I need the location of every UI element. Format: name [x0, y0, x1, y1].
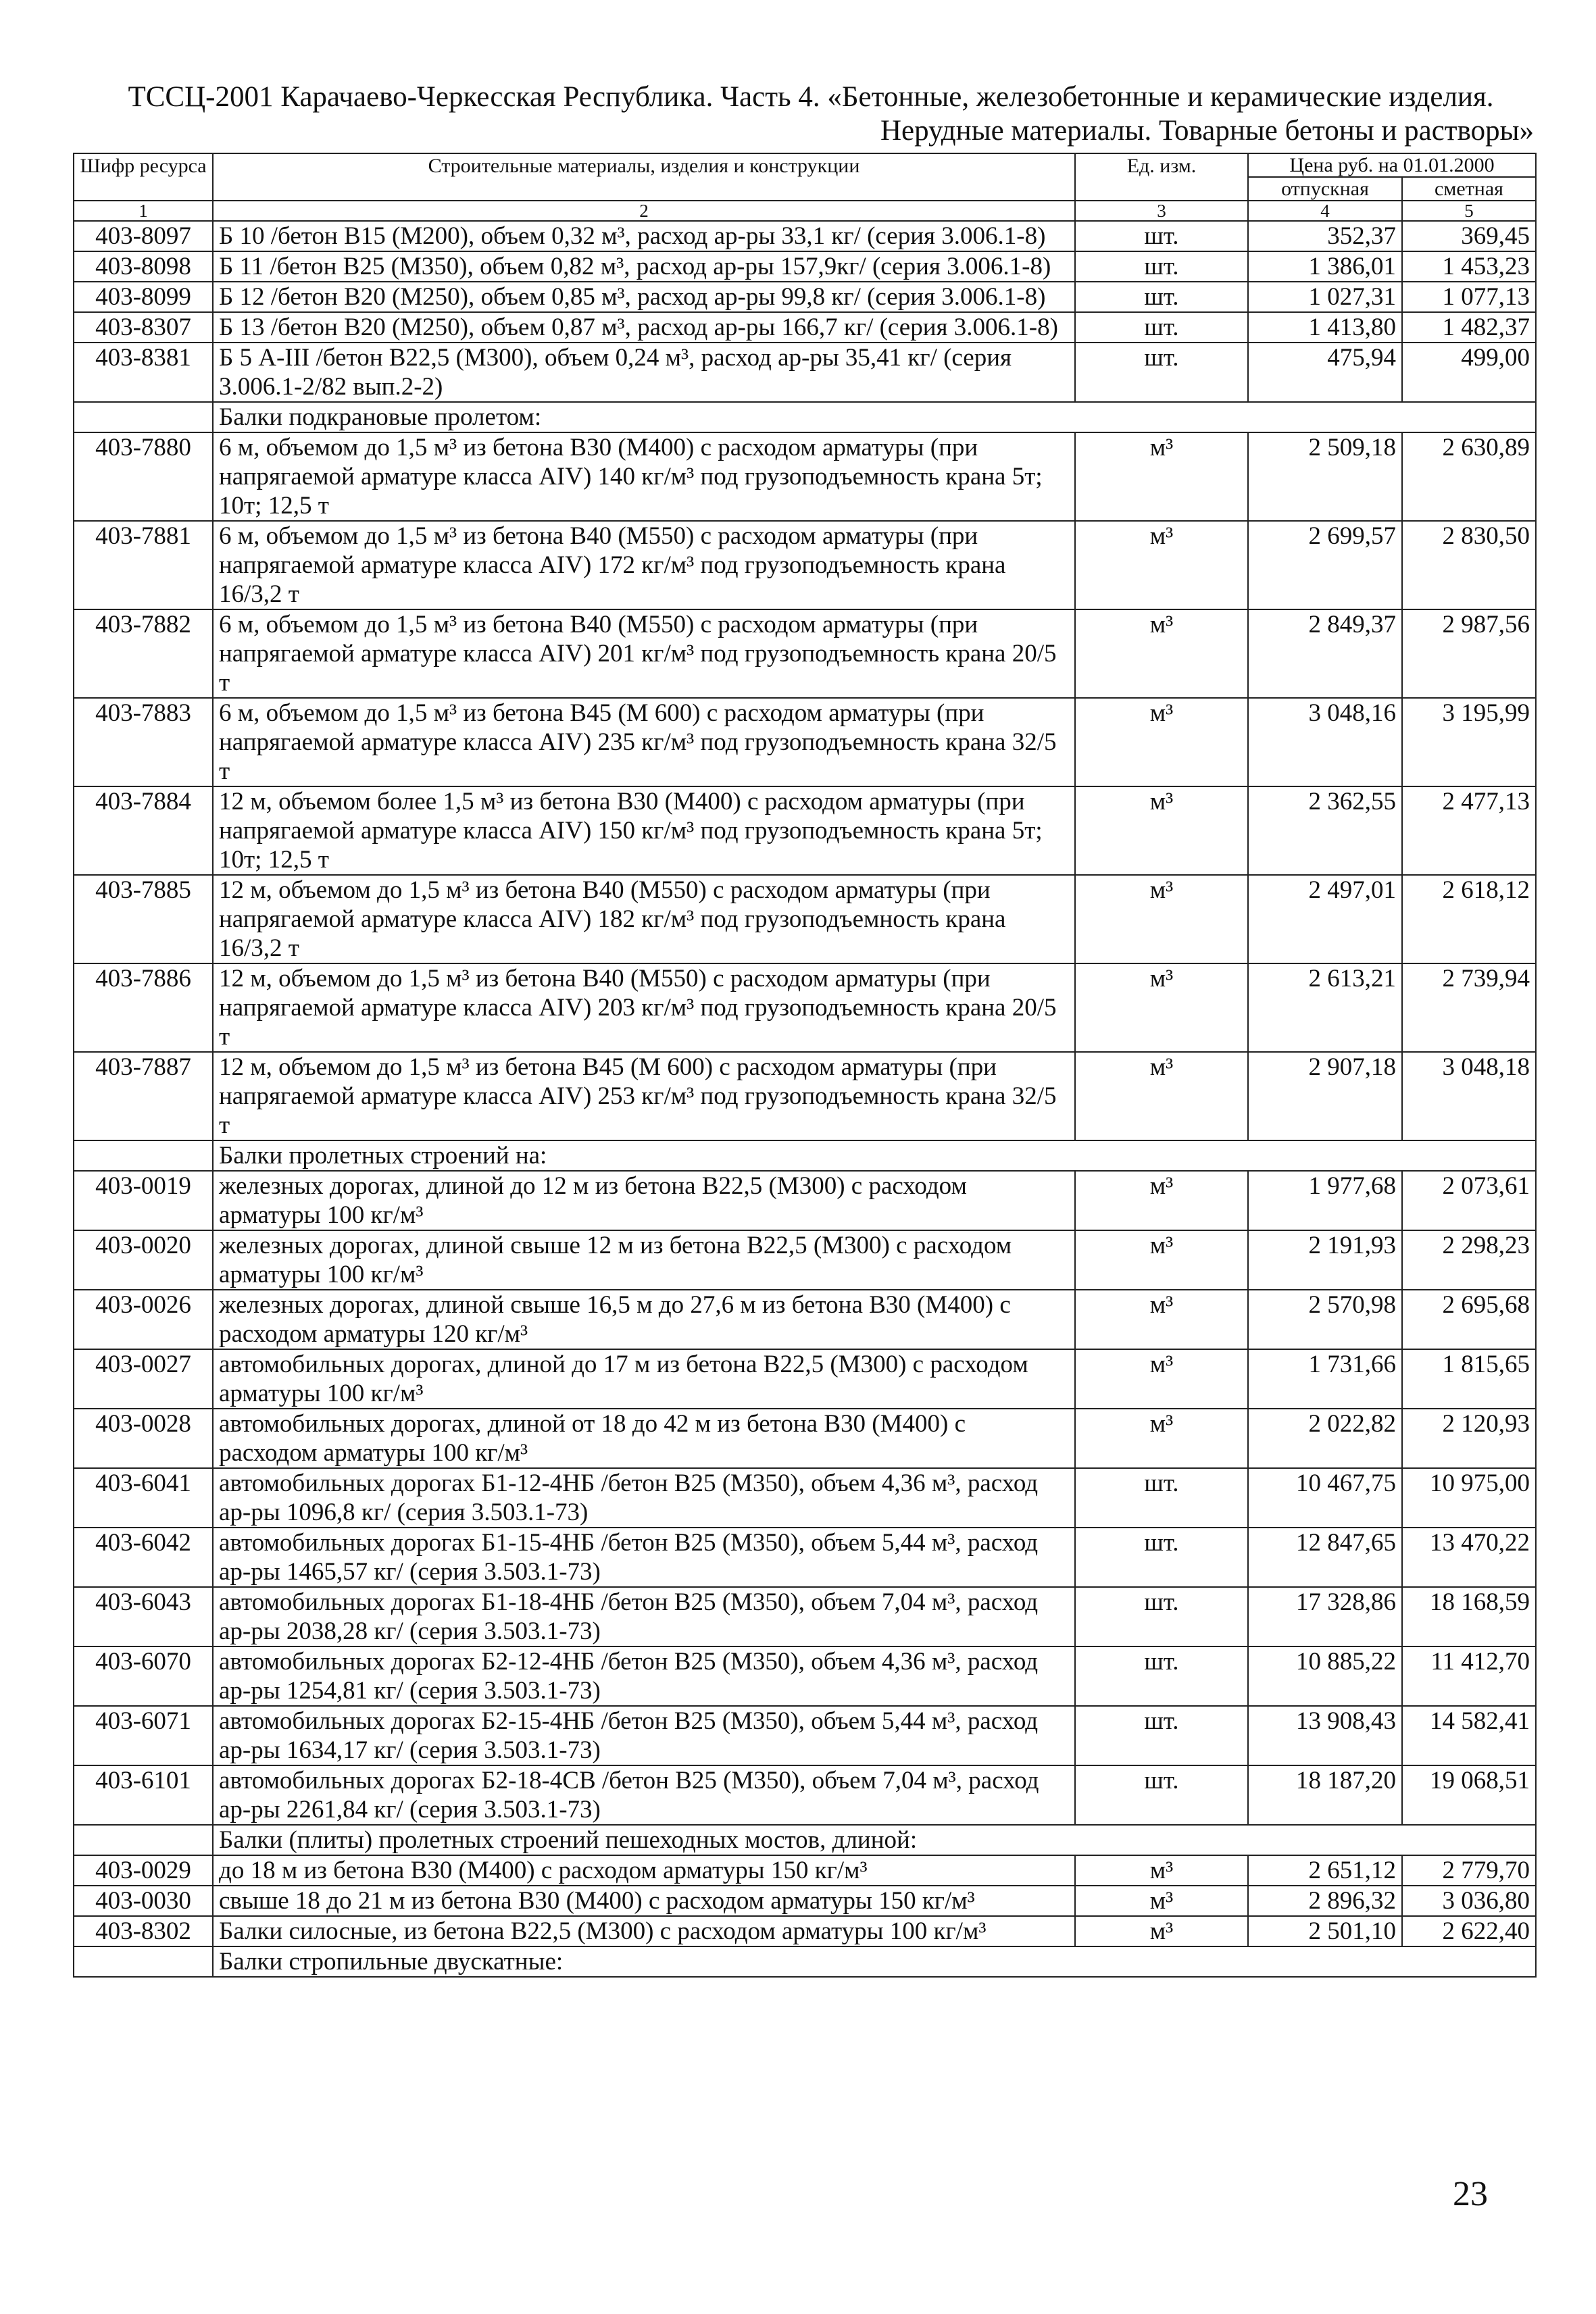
estimate-price: 1 815,65 — [1402, 1349, 1536, 1409]
table-row — [74, 1349, 1536, 1409]
estimate-price: 2 830,50 — [1402, 521, 1536, 609]
resource-code: 403-6042 — [74, 1528, 213, 1587]
resource-code: 403-0020 — [74, 1230, 213, 1290]
unit-of-measure: шт. — [1075, 251, 1248, 282]
item-description: автомобильных дорогах Б1-12-4НБ /бетон В25 (М350), объем 4,36 м³, расход ар-ры 1096,8 кг/ (серия 3.503.1-73) — [213, 1468, 1075, 1528]
estimate-price: 369,45 — [1402, 221, 1536, 251]
column-number: 1 — [74, 201, 213, 221]
item-description: 12 м, объемом до 1,5 м³ из бетона В45 (М 600) с расходом арматуры (при напрягаемой арматуре класса АIV) 253 кг/м³ под грузоподъемность крана 32/5 т — [213, 1052, 1075, 1140]
column-header-name: Строительные материалы, изделия и конструкции — [213, 153, 1075, 201]
table-row — [74, 1171, 1536, 1230]
group-empty-cell — [74, 402, 213, 432]
resource-code: 403-7883 — [74, 698, 213, 786]
release-price: 2 613,21 — [1248, 963, 1402, 1052]
item-description: до 18 м из бетона В30 (М400) с расходом арматуры 150 кг/м³ — [213, 1855, 1075, 1886]
estimate-price: 1 482,37 — [1402, 312, 1536, 343]
document-title-line1: ТССЦ-2001 Карачаево-Черкесская Республика. Часть 4. «Бетонные, железобетонные и керамические изделия. — [128, 81, 1494, 113]
unit-of-measure: м³ — [1075, 1230, 1248, 1290]
release-price: 1 027,31 — [1248, 282, 1402, 312]
table-row — [74, 1230, 1536, 1290]
table-row — [74, 875, 1536, 963]
estimate-price: 2 120,93 — [1402, 1409, 1536, 1468]
table-header-row — [74, 153, 1536, 177]
item-description: автомобильных дорогах Б2-12-4НБ /бетон В25 (М350), объем 4,36 м³, расход ар-ры 1254,81 кг/ (серия 3.503.1-73) — [213, 1646, 1075, 1706]
release-price: 1 413,80 — [1248, 312, 1402, 343]
item-description: 12 м, объемом более 1,5 м³ из бетона В30 (М400) с расходом арматуры (при напрягаемой арматуре класса АIV) 150 кг/м³ под грузоподъемность крана 5т; 10т; 12,5 т — [213, 786, 1075, 875]
item-description: Б 12 /бетон В20 (М250), объем 0,85 м³, расход ар-ры 99,8 кг/ (серия 3.006.1-8) — [213, 282, 1075, 312]
unit-of-measure: м³ — [1075, 1290, 1248, 1349]
item-description: автомобильных дорогах Б1-18-4НБ /бетон В25 (М350), объем 7,04 м³, расход ар-ры 2038,28 кг/ (серия 3.503.1-73) — [213, 1587, 1075, 1646]
unit-of-measure: шт. — [1075, 282, 1248, 312]
release-price: 2 570,98 — [1248, 1290, 1402, 1349]
table-row — [74, 1916, 1536, 1946]
release-price: 17 328,86 — [1248, 1587, 1402, 1646]
item-description: Б 13 /бетон В20 (М250), объем 0,87 м³, расход ар-ры 166,7 кг/ (серия 3.006.1-8) — [213, 312, 1075, 343]
column-number: 3 — [1075, 201, 1248, 221]
resource-code: 403-6041 — [74, 1468, 213, 1528]
column-number: 2 — [213, 201, 1075, 221]
resource-code: 403-6101 — [74, 1765, 213, 1825]
resource-code: 403-8302 — [74, 1916, 213, 1946]
resource-code: 403-0019 — [74, 1171, 213, 1230]
unit-of-measure: м³ — [1075, 521, 1248, 609]
unit-of-measure: шт. — [1075, 1765, 1248, 1825]
table-row — [74, 1468, 1536, 1528]
item-description: железных дорогах, длиной свыше 16,5 м до 27,6 м из бетона В30 (М400) с расходом арматуры 120 кг/м³ — [213, 1290, 1075, 1349]
table-row — [74, 609, 1536, 698]
estimate-price: 19 068,51 — [1402, 1765, 1536, 1825]
group-empty-cell — [74, 1140, 213, 1171]
unit-of-measure: м³ — [1075, 698, 1248, 786]
table-row — [74, 343, 1536, 402]
unit-of-measure: м³ — [1075, 786, 1248, 875]
group-heading: Балки пролетных строений на: — [213, 1140, 1536, 1171]
table-row — [74, 221, 1536, 251]
unit-of-measure: м³ — [1075, 875, 1248, 963]
resource-code: 403-0030 — [74, 1886, 213, 1916]
resource-code: 403-7884 — [74, 786, 213, 875]
resource-code: 403-7881 — [74, 521, 213, 609]
unit-of-measure: шт. — [1075, 1706, 1248, 1765]
release-price: 2 651,12 — [1248, 1855, 1402, 1886]
resource-code: 403-6043 — [74, 1587, 213, 1646]
table-row — [74, 1409, 1536, 1468]
release-price: 3 048,16 — [1248, 698, 1402, 786]
estimate-price: 3 195,99 — [1402, 698, 1536, 786]
group-heading-row — [74, 1825, 1536, 1855]
estimate-price: 2 477,13 — [1402, 786, 1536, 875]
group-empty-cell — [74, 1825, 213, 1855]
table-body — [74, 221, 1536, 1977]
item-description: автомобильных дорогах, длиной до 17 м из бетона В22,5 (М300) с расходом арматуры 100 кг/м³ — [213, 1349, 1075, 1409]
resource-code: 403-8307 — [74, 312, 213, 343]
resource-code: 403-7886 — [74, 963, 213, 1052]
item-description: автомобильных дорогах, длиной от 18 до 42 м из бетона В30 (М400) с расходом арматуры 100 кг/м³ — [213, 1409, 1075, 1468]
estimate-price: 14 582,41 — [1402, 1706, 1536, 1765]
table-row — [74, 282, 1536, 312]
estimate-price: 13 470,22 — [1402, 1528, 1536, 1587]
item-description: Б 10 /бетон В15 (М200), объем 0,32 м³, расход ар-ры 33,1 кг/ (серия 3.006.1-8) — [213, 221, 1075, 251]
group-heading-row — [74, 1140, 1536, 1171]
resource-code: 403-8099 — [74, 282, 213, 312]
estimate-price: 2 695,68 — [1402, 1290, 1536, 1349]
item-description: 6 м, объемом до 1,5 м³ из бетона В40 (М550) с расходом арматуры (при напрягаемой арматуре класса АIV) 172 кг/м³ под грузоподъемность крана 16/3,2 т — [213, 521, 1075, 609]
estimate-price: 1 453,23 — [1402, 251, 1536, 282]
group-heading: Балки (плиты) пролетных строений пешеходных мостов, длиной: — [213, 1825, 1536, 1855]
unit-of-measure: шт. — [1075, 221, 1248, 251]
item-description: автомобильных дорогах Б1-15-4НБ /бетон В25 (М350), объем 5,44 м³, расход ар-ры 1465,57 кг/ (серия 3.503.1-73) — [213, 1528, 1075, 1587]
group-heading: Балки подкрановые пролетом: — [213, 402, 1536, 432]
release-price: 1 386,01 — [1248, 251, 1402, 282]
release-price: 2 497,01 — [1248, 875, 1402, 963]
estimate-price: 3 036,80 — [1402, 1886, 1536, 1916]
item-description: автомобильных дорогах Б2-15-4НБ /бетон В25 (М350), объем 5,44 м³, расход ар-ры 1634,17 кг/ (серия 3.503.1-73) — [213, 1706, 1075, 1765]
release-price: 10 467,75 — [1248, 1468, 1402, 1528]
column-header-unit: Ед. изм. — [1075, 153, 1248, 201]
column-header-code: Шифр ресурса — [74, 153, 213, 201]
resource-code: 403-7885 — [74, 875, 213, 963]
unit-of-measure: м³ — [1075, 1349, 1248, 1409]
item-description: Балки силосные, из бетона В22,5 (М300) с расходом арматуры 100 кг/м³ — [213, 1916, 1075, 1946]
release-price: 1 977,68 — [1248, 1171, 1402, 1230]
resource-code: 403-8097 — [74, 221, 213, 251]
item-description: 6 м, объемом до 1,5 м³ из бетона В40 (М550) с расходом арматуры (при напрягаемой арматуре класса АIV) 201 кг/м³ под грузоподъемность крана 20/5 т — [213, 609, 1075, 698]
estimate-price: 2 987,56 — [1402, 609, 1536, 698]
table-row — [74, 963, 1536, 1052]
item-description: Б 5 А-III /бетон В22,5 (М300), объем 0,24 м³, расход ар-ры 35,41 кг/ (серия 3.006.1-2/82 вып.2-2) — [213, 343, 1075, 402]
item-description: 6 м, объемом до 1,5 м³ из бетона В45 (М 600) с расходом арматуры (при напрягаемой арматуре класса АIV) 235 кг/м³ под грузоподъемность крана 32/5 т — [213, 698, 1075, 786]
release-price: 13 908,43 — [1248, 1706, 1402, 1765]
unit-of-measure: шт. — [1075, 1468, 1248, 1528]
table-row — [74, 1052, 1536, 1140]
resource-code: 403-8098 — [74, 251, 213, 282]
release-price: 2 907,18 — [1248, 1052, 1402, 1140]
item-description: автомобильных дорогах Б2-18-4СВ /бетон В25 (М350), объем 7,04 м³, расход ар-ры 2261,84 кг/ (серия 3.503.1-73) — [213, 1765, 1075, 1825]
table-row — [74, 1587, 1536, 1646]
resource-code: 403-7880 — [74, 432, 213, 521]
item-description: 12 м, объемом до 1,5 м³ из бетона В40 (М550) с расходом арматуры (при напрягаемой арматуре класса АIV) 203 кг/м³ под грузоподъемность крана 20/5 т — [213, 963, 1075, 1052]
estimate-price: 2 298,23 — [1402, 1230, 1536, 1290]
unit-of-measure: шт. — [1075, 343, 1248, 402]
unit-of-measure: м³ — [1075, 963, 1248, 1052]
group-heading-row — [74, 402, 1536, 432]
estimate-price: 10 975,00 — [1402, 1468, 1536, 1528]
table-row — [74, 1886, 1536, 1916]
item-description: железных дорогах, длиной свыше 12 м из бетона В22,5 (М300) с расходом арматуры 100 кг/м³ — [213, 1230, 1075, 1290]
estimate-price: 2 630,89 — [1402, 432, 1536, 521]
table-row — [74, 698, 1536, 786]
release-price: 352,37 — [1248, 221, 1402, 251]
unit-of-measure: шт. — [1075, 312, 1248, 343]
table-row — [74, 432, 1536, 521]
unit-of-measure: шт. — [1075, 1646, 1248, 1706]
table-row — [74, 1765, 1536, 1825]
estimate-price: 11 412,70 — [1402, 1646, 1536, 1706]
column-header-estimate-price: сметная — [1402, 177, 1536, 201]
release-price: 2 849,37 — [1248, 609, 1402, 698]
document-title-line2: Нерудные материалы. Товарные бетоны и растворы» — [880, 115, 1534, 147]
release-price: 2 022,82 — [1248, 1409, 1402, 1468]
page-number: 23 — [1453, 2175, 1488, 2213]
resource-code: 403-8381 — [74, 343, 213, 402]
unit-of-measure: м³ — [1075, 1052, 1248, 1140]
resource-code: 403-0029 — [74, 1855, 213, 1886]
column-number-row — [74, 201, 1536, 221]
table-row — [74, 312, 1536, 343]
item-description: Б 11 /бетон В25 (М350), объем 0,82 м³, расход ар-ры 157,9кг/ (серия 3.006.1-8) — [213, 251, 1075, 282]
release-price: 2 509,18 — [1248, 432, 1402, 521]
resource-code: 403-0027 — [74, 1349, 213, 1409]
table-row — [74, 251, 1536, 282]
estimate-price: 2 618,12 — [1402, 875, 1536, 963]
resource-code: 403-6071 — [74, 1706, 213, 1765]
release-price: 10 885,22 — [1248, 1646, 1402, 1706]
resource-code: 403-6070 — [74, 1646, 213, 1706]
estimate-price: 499,00 — [1402, 343, 1536, 402]
release-price: 2 896,32 — [1248, 1886, 1402, 1916]
estimate-price: 2 073,61 — [1402, 1171, 1536, 1230]
estimate-price: 2 779,70 — [1402, 1855, 1536, 1886]
unit-of-measure: м³ — [1075, 1855, 1248, 1886]
item-description: 12 м, объемом до 1,5 м³ из бетона В40 (М550) с расходом арматуры (при напрягаемой арматуре класса АIV) 182 кг/м³ под грузоподъемность крана 16/3,2 т — [213, 875, 1075, 963]
unit-of-measure: м³ — [1075, 1409, 1248, 1468]
resource-code: 403-0028 — [74, 1409, 213, 1468]
release-price: 2 501,10 — [1248, 1916, 1402, 1946]
release-price: 2 699,57 — [1248, 521, 1402, 609]
column-header-price-group: Цена руб. на 01.01.2000 — [1248, 153, 1536, 177]
table-row — [74, 1706, 1536, 1765]
item-description: 6 м, объемом до 1,5 м³ из бетона В30 (М400) с расходом арматуры (при напрягаемой арматуре класса АIV) 140 кг/м³ под грузоподъемность крана 5т; 10т; 12,5 т — [213, 432, 1075, 521]
table-row — [74, 1646, 1536, 1706]
resource-code: 403-7882 — [74, 609, 213, 698]
table-row — [74, 1290, 1536, 1349]
release-price: 2 362,55 — [1248, 786, 1402, 875]
table-row — [74, 786, 1536, 875]
release-price: 2 191,93 — [1248, 1230, 1402, 1290]
estimate-price: 2 739,94 — [1402, 963, 1536, 1052]
price-table — [73, 153, 1537, 1978]
unit-of-measure: шт. — [1075, 1587, 1248, 1646]
unit-of-measure: м³ — [1075, 1916, 1248, 1946]
estimate-price: 18 168,59 — [1402, 1587, 1536, 1646]
resource-code: 403-0026 — [74, 1290, 213, 1349]
item-description: железных дорогах, длиной до 12 м из бетона В22,5 (М300) с расходом арматуры 100 кг/м³ — [213, 1171, 1075, 1230]
release-price: 1 731,66 — [1248, 1349, 1402, 1409]
estimate-price: 1 077,13 — [1402, 282, 1536, 312]
unit-of-measure: м³ — [1075, 1886, 1248, 1916]
unit-of-measure: шт. — [1075, 1528, 1248, 1587]
item-description: свыше 18 до 21 м из бетона В30 (М400) с расходом арматуры 150 кг/м³ — [213, 1886, 1075, 1916]
unit-of-measure: м³ — [1075, 1171, 1248, 1230]
estimate-price: 2 622,40 — [1402, 1916, 1536, 1946]
table-row — [74, 521, 1536, 609]
release-price: 18 187,20 — [1248, 1765, 1402, 1825]
unit-of-measure: м³ — [1075, 432, 1248, 521]
column-number: 5 — [1402, 201, 1536, 221]
unit-of-measure: м³ — [1075, 609, 1248, 698]
release-price: 475,94 — [1248, 343, 1402, 402]
resource-code: 403-7887 — [74, 1052, 213, 1140]
estimate-price: 3 048,18 — [1402, 1052, 1536, 1140]
table-row — [74, 1528, 1536, 1587]
group-heading: Балки стропильные двускатные: — [213, 1946, 1536, 1977]
column-number: 4 — [1248, 201, 1402, 221]
group-heading-row — [74, 1946, 1536, 1977]
table-row — [74, 1855, 1536, 1886]
release-price: 12 847,65 — [1248, 1528, 1402, 1587]
column-header-release-price: отпускная — [1248, 177, 1402, 201]
group-empty-cell — [74, 1946, 213, 1977]
